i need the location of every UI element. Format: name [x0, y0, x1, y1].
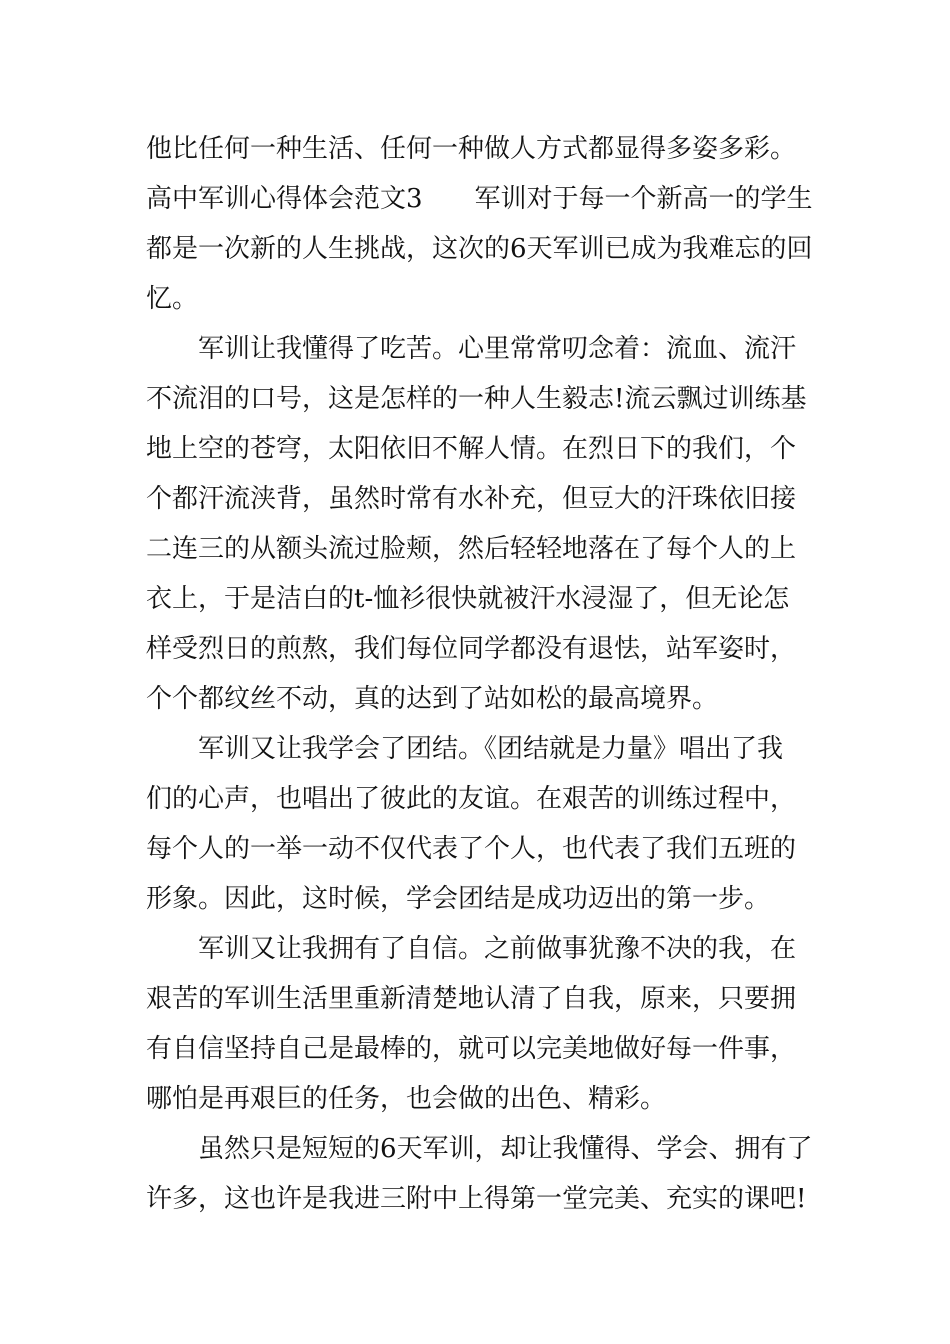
text-line: 艰苦的军训生活里重新清楚地认清了自我，原来，只要拥: [146, 984, 797, 1014]
text-line: 军训又让我拥有了自信。之前做事犹豫不决的我，在: [146, 934, 797, 964]
text-line: 军训又让我学会了团结。《团结就是力量》唱出了我: [146, 734, 784, 764]
text-line: 有自信坚持自己是最棒的，就可以完美地做好每一件事，: [146, 1034, 797, 1064]
text-line: 虽然只是短短的6天军训，却让我懂得、学会、拥有了: [146, 1134, 813, 1164]
text-line: 军训让我懂得了吃苦。心里常常叨念着：流血、流汗: [146, 334, 797, 364]
text-line: 忆。: [146, 284, 199, 314]
text-line: 他比任何一种生活、任何一种做人方式都显得多姿多彩。: [146, 134, 797, 164]
text-line: 每个人的一举一动不仅代表了个人，也代表了我们五班的: [146, 834, 797, 864]
text-line: 二连三的从额头流过脸颊，然后轻轻地落在了每个人的上: [146, 534, 797, 564]
text-line: 们的心声，也唱出了彼此的友谊。在艰苦的训练过程中，: [146, 784, 797, 814]
text-line: 高中军训心得体会范文3 军训对于每一个新高一的学生: [146, 184, 813, 214]
text-line: 地上空的苍穹，太阳依旧不解人情。在烈日下的我们，个: [146, 434, 797, 464]
text-line: 哪怕是再艰巨的任务，也会做的出色、精彩。: [146, 1084, 667, 1114]
text-line: 样受烈日的煎熬，我们每位同学都没有退怯，站军姿时，: [146, 634, 797, 664]
text-line: 都是一次新的人生挑战，这次的6天军训已成为我难忘的回: [146, 234, 813, 264]
text-line: 不流泪的口号，这是怎样的一种人生毅志!流云飘过训练基: [146, 384, 807, 414]
text-line: 个个都纹丝不动，真的达到了站如松的最高境界。: [146, 684, 719, 714]
text-line: 个都汗流浃背，虽然时常有水补充，但豆大的汗珠依旧接: [146, 484, 797, 514]
text-line: 衣上，于是洁白的t-恤衫很快就被汗水浸湿了，但无论怎: [146, 584, 790, 614]
text-line: 许多，这也许是我进三附中上得第一堂完美、充实的课吧!: [146, 1184, 807, 1214]
text-line: 形象。因此，这时候，学会团结是成功迈出的第一步。: [146, 884, 771, 914]
